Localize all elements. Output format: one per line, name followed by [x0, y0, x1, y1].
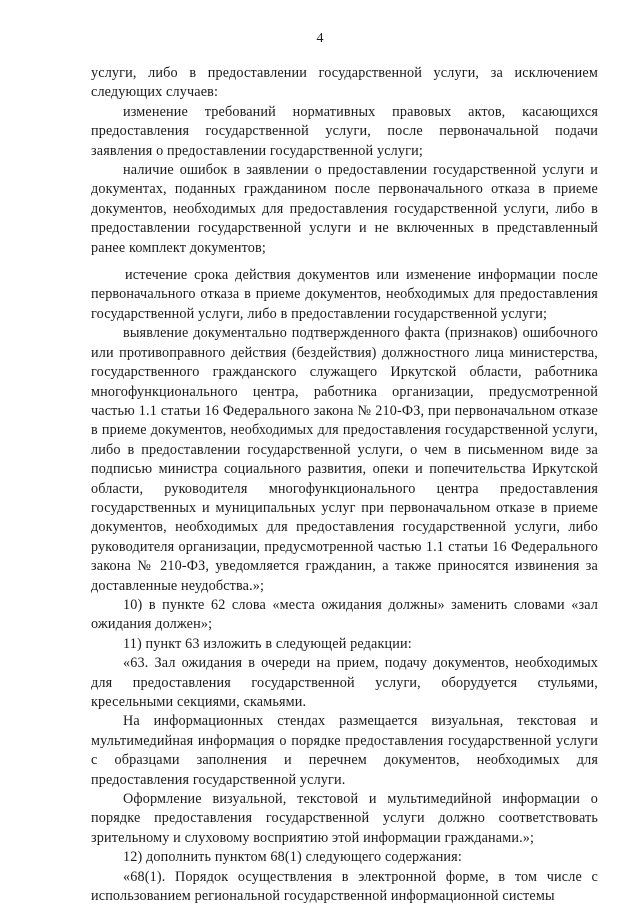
- document-body: [91, 64, 598, 906]
- paragraph-info-design: Оформление визуальной, текстовой и мультимедийной информации о порядке предоставления государственной услуги должно соответствовать зрительному и слуховому восприятию этой информации гражданами.»;: [91, 791, 598, 846]
- paragraph-info-stands: На информационных стендах размещается визуальная, текстовая и мультимедийная информация о порядке предоставления государственной услуги с образцами заполнения и перечнем документов, необходимых для предоставления государственной услуги.: [91, 713, 598, 788]
- paragraph-clause-63: «63. Зал ожидания в очереди на прием, подачу документов, необходимых для предоставления государственной услуги, оборудуется стульями, кресельными секциями, скамьями.: [91, 655, 598, 710]
- paragraph-exception-4: выявление документально подтвержденного факта (признаков) ошибочного или противоправного действия (бездействия) должностного лица министерства, государственного гражданского служащего Иркутской области, работника многофункционального центра, работника организации, предусмотренной частью 1.1 статьи 16 Федерального закона № 210-ФЗ, при первоначальном отказе в приеме документов, необходимых для предоставления государственной услуги, либо в предоставлении государственной услуги, о чем в письменном виде за подписью министра социального развития, опеки и попечительства Иркутской области, руководителя многофункционального центра предоставления государственных и муниципальных услуг при первоначальном отказе в приеме документов, необходимых для предоставления государственной услуги, либо руководителя организации, предусмотренной частью 1.1 статьи 16 Федерального закона № 210-ФЗ, уведомляется гражданин, а также приносятся извинения за доставленные неудобства.»;: [91, 325, 598, 594]
- paragraph-exception-1: изменение требований нормативных правовых актов, касающихся предоставления государственной услуги, после первоначальной подачи заявления о предоставлении государственной услуги;: [91, 103, 598, 159]
- paragraph-exception-3: истечение срока действия документов или изменение информации после первоначального отказа в приеме документов, необходимых для предоставления государственной услуги, либо в предоставлении государственной услуги;: [91, 267, 598, 322]
- paragraph-item-12: 12) дополнить пунктом 68(1) следующего содержания:: [123, 849, 462, 866]
- paragraph-clause-68-1: «68(1). Порядок осуществления в электронной форме, в том числе с использованием региональной государственной информационной системы: [91, 868, 598, 905]
- paragraph-item-10: 10) в пункте 62 слова «места ожидания должны» заменить словами «зал ожидания должен»;: [91, 596, 598, 633]
- paragraph-exception-2: наличие ошибок в заявлении о предоставлении государственной услуги и документах, поданных гражданином после первоначального отказа в приеме документов, необходимых для предоставления государственной услуги, либо в предоставлении государственной услуги и не включенных в представленный ранее комплект документов;: [91, 162, 598, 256]
- paragraph-continuation: услуги, либо в предоставлении государственной услуги, за исключением следующих случаев:: [91, 65, 598, 101]
- paragraph-item-11: 11) пункт 63 изложить в следующей редакции:: [123, 635, 412, 652]
- page-number: 4: [316, 31, 324, 46]
